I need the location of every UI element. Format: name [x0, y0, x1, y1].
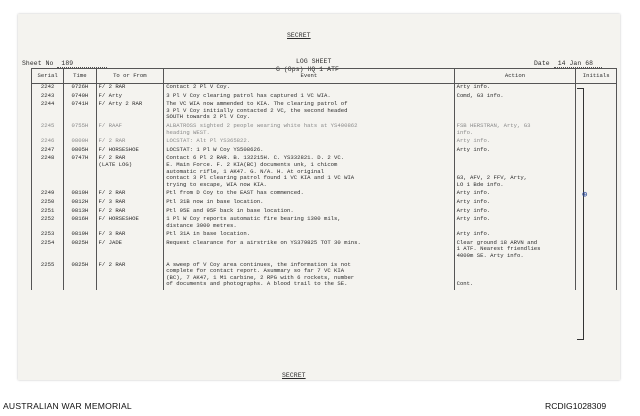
action-cell — [454, 275, 576, 282]
date-label: Date — [534, 60, 550, 67]
spacer-cell — [454, 288, 576, 290]
time-cell: 0755H — [64, 123, 96, 130]
to-from-cell — [96, 246, 164, 253]
event-cell: 3 Pl V Coy initially contacted 2 VC, the second headed — [164, 108, 454, 115]
log-entries — [32, 84, 617, 291]
column-header-initials: Initials — [576, 69, 617, 84]
table-row-continuation — [32, 175, 617, 182]
to-from-cell: F/ RAAF — [96, 123, 164, 130]
sheet-date — [534, 60, 602, 68]
table-row-continuation — [32, 114, 617, 121]
time-cell — [64, 223, 96, 230]
document-reference: RCDIG1028309 — [545, 401, 607, 411]
event-cell: 1 Pl W Coy reports automatic fire bearing 1300 mils, — [164, 216, 454, 223]
action-cell: Comd, G3 info. — [454, 93, 576, 100]
column-header-to-from: To or From — [96, 69, 164, 84]
serial-cell — [32, 108, 64, 115]
to-from-cell — [96, 268, 164, 275]
table-row — [32, 123, 617, 130]
serial-cell — [32, 281, 64, 288]
to-from-cell — [96, 182, 164, 189]
row-spacer — [32, 288, 617, 290]
action-cell: Arty info. — [454, 216, 576, 223]
event-cell: (BC), 7 AK47, 1 M1 carbine, 2 RPG with 6 rockets, number — [164, 275, 454, 282]
serial-cell — [32, 175, 64, 182]
action-cell — [454, 114, 576, 121]
event-cell — [164, 246, 454, 253]
table-row — [32, 199, 617, 206]
to-from-cell: (LATE LOG) — [96, 162, 164, 169]
event-cell: Contact 6 Pl 2 RAR. B. 132215H. C. YS332821. D. 2 VC. — [164, 155, 454, 162]
action-cell: Arty info. — [454, 199, 576, 206]
event-cell: The VC WIA now ammended to KIA. The clearing patrol of — [164, 101, 454, 108]
table-row — [32, 208, 617, 215]
time-cell — [64, 246, 96, 253]
to-from-cell — [96, 253, 164, 260]
serial-cell — [32, 130, 64, 137]
to-from-cell: F/ HORSESHOE — [96, 216, 164, 223]
time-cell: 0740H — [64, 93, 96, 100]
event-cell: distance 3000 metres. — [164, 223, 454, 230]
spacer-cell — [64, 288, 96, 290]
serial-cell: 2250 — [32, 199, 64, 206]
action-cell: Arty info. — [454, 190, 576, 197]
to-from-cell: F/ 2 RAR — [96, 155, 164, 162]
to-from-cell — [96, 175, 164, 182]
log-table — [31, 68, 617, 290]
event-cell: Contact 2 Pl V Coy. — [164, 84, 454, 91]
table-row-continuation — [32, 130, 617, 137]
column-header-serial: Serial — [32, 69, 64, 84]
time-cell: 0741H — [64, 101, 96, 108]
action-cell: Clear ground 18 ARVN and — [454, 240, 576, 247]
serial-cell: 2242 — [32, 84, 64, 91]
date-value: 14 Jan 68 — [554, 60, 602, 68]
time-cell — [64, 169, 96, 176]
event-cell: Ptl 31B now in base location. — [164, 199, 454, 206]
classification-bottom: SECRET — [282, 372, 306, 379]
serial-cell: 2253 — [32, 231, 64, 238]
event-cell: Ptl from D Coy to the EAST has commenced. — [164, 190, 454, 197]
to-from-cell: F/ Arty 2 RAR — [96, 101, 164, 108]
action-cell: Arty info. — [454, 231, 576, 238]
time-cell — [64, 275, 96, 282]
serial-cell — [32, 268, 64, 275]
time-cell: 0819H — [64, 231, 96, 238]
table-row — [32, 84, 617, 91]
action-cell — [454, 223, 576, 230]
serial-cell — [32, 114, 64, 121]
table-row — [32, 262, 617, 269]
action-cell — [454, 169, 576, 176]
serial-cell: 2246 — [32, 138, 64, 145]
event-cell: LOCSTAT: Alt Pl YS365822. — [164, 138, 454, 145]
sheet-number — [22, 60, 107, 68]
event-cell: LOCSTAT: 1 Pl W Coy YS508626. — [164, 147, 454, 154]
event-cell: SOUTH towards 2 Pl V Coy. — [164, 114, 454, 121]
serial-cell: 2252 — [32, 216, 64, 223]
serial-cell: 2244 — [32, 101, 64, 108]
table-row — [32, 231, 617, 238]
serial-cell — [32, 223, 64, 230]
table-row — [32, 93, 617, 100]
action-cell — [454, 262, 576, 269]
event-cell: Ptl 31A in base location. — [164, 231, 454, 238]
to-from-cell: F/ 2 RAR — [96, 190, 164, 197]
column-header-action: Action — [454, 69, 576, 84]
to-from-cell: F/ HORSESHOE — [96, 147, 164, 154]
serial-cell — [32, 253, 64, 260]
table-row-continuation — [32, 275, 617, 282]
table-row-continuation — [32, 223, 617, 230]
time-cell — [64, 281, 96, 288]
to-from-cell: F/ 2 RAR — [96, 138, 164, 145]
table-header-row — [32, 69, 617, 84]
action-cell — [454, 162, 576, 169]
table-row-continuation — [32, 182, 617, 189]
time-cell — [64, 268, 96, 275]
to-from-cell — [96, 223, 164, 230]
time-cell — [64, 114, 96, 121]
serial-cell: 2248 — [32, 155, 64, 162]
action-cell: 4000m SE. Arty info. — [454, 253, 576, 260]
action-cell: info. — [454, 130, 576, 137]
time-cell: 0747H — [64, 155, 96, 162]
action-cell: Arty info. — [454, 84, 576, 91]
table-row-continuation — [32, 169, 617, 176]
action-cell: 1 ATF. Nearest friendlies — [454, 246, 576, 253]
event-cell: 3 Pl V Coy clearing patrol has captured 1 VC WIA. — [164, 93, 454, 100]
event-cell: A sweep of V Coy area continues, the information is not — [164, 262, 454, 269]
serial-cell — [32, 169, 64, 176]
time-cell — [64, 130, 96, 137]
action-cell: FSB HERSTRAN, Arty, G3 — [454, 123, 576, 130]
action-cell: Arty info. — [454, 138, 576, 145]
table-row-continuation — [32, 162, 617, 169]
time-cell: 0810H — [64, 190, 96, 197]
event-cell: complete for contact report. Asummary so far 7 VC KIA — [164, 268, 454, 275]
action-cell — [454, 101, 576, 108]
institution-credit: AUSTRALIAN WAR MEMORIAL — [3, 401, 132, 411]
table-row-continuation — [32, 281, 617, 288]
table-row-continuation — [32, 253, 617, 260]
event-cell — [164, 253, 454, 260]
to-from-cell — [96, 281, 164, 288]
table-row — [32, 138, 617, 145]
time-cell — [64, 175, 96, 182]
to-from-cell: F/ JADE — [96, 240, 164, 247]
to-from-cell — [96, 275, 164, 282]
serial-cell: 2249 — [32, 190, 64, 197]
time-cell — [64, 253, 96, 260]
serial-cell — [32, 246, 64, 253]
classification-top: SECRET — [287, 32, 311, 39]
to-from-cell — [96, 130, 164, 137]
to-from-cell — [96, 108, 164, 115]
action-cell: Arty info. — [454, 208, 576, 215]
time-cell: 0816H — [64, 216, 96, 223]
table-row-continuation — [32, 108, 617, 115]
action-cell: Arty info. — [454, 147, 576, 154]
event-cell: contact 3 Pl clearing patrol found 1 VC KIA and 1 VC WIA — [164, 175, 454, 182]
serial-cell: 2251 — [32, 208, 64, 215]
table-row — [32, 101, 617, 108]
table-row — [32, 216, 617, 223]
action-cell — [454, 108, 576, 115]
column-header-time: Time — [64, 69, 96, 84]
action-cell — [454, 155, 576, 162]
time-cell: 0825H — [64, 240, 96, 247]
table-row — [32, 147, 617, 154]
sheet-number-value: 189 — [57, 60, 107, 68]
to-from-cell: F/ 2 RAR — [96, 208, 164, 215]
time-cell — [64, 182, 96, 189]
table-row-continuation — [32, 268, 617, 275]
action-cell: Cont. — [454, 281, 576, 288]
event-cell: Ptl 95E and 95F back in base location. — [164, 208, 454, 215]
time-cell — [64, 162, 96, 169]
table-row — [32, 240, 617, 247]
initials-bracket-mark — [577, 88, 584, 340]
serial-cell: 2247 — [32, 147, 64, 154]
time-cell: 0812H — [64, 199, 96, 206]
event-cell: ALBATROSS sighted 2 people wearing white hats at YS400862 — [164, 123, 454, 130]
time-cell: 0813H — [64, 208, 96, 215]
time-cell: 0726H — [64, 84, 96, 91]
action-cell: LO 1 Bde info. — [454, 182, 576, 189]
to-from-cell: F/ 2 RAR — [96, 262, 164, 269]
to-from-cell — [96, 169, 164, 176]
to-from-cell — [96, 114, 164, 121]
serial-cell: 2254 — [32, 240, 64, 247]
event-cell: trying to escape, WIA now KIA. — [164, 182, 454, 189]
table-row — [32, 190, 617, 197]
to-from-cell: F/ Arty — [96, 93, 164, 100]
event-cell: Request clearance for a airstrike on YS379825 TOT 30 mins. — [164, 240, 454, 247]
sheet-number-label: Sheet No — [22, 60, 54, 67]
serial-cell — [32, 162, 64, 169]
action-cell — [454, 268, 576, 275]
event-cell: heading WEST. — [164, 130, 454, 137]
to-from-cell: F/ 2 RAR — [96, 84, 164, 91]
to-from-cell: F/ 3 RAR — [96, 199, 164, 206]
page-title: LOG SHEET — [296, 58, 332, 65]
serial-cell — [32, 275, 64, 282]
spacer-cell — [96, 288, 164, 290]
table-row — [32, 155, 617, 162]
column-header-event: Event — [164, 69, 454, 84]
action-cell: G3, AFV, 2 FFV, Arty, — [454, 175, 576, 182]
spacer-cell — [32, 288, 64, 290]
serial-cell: 2243 — [32, 93, 64, 100]
serial-cell — [32, 182, 64, 189]
time-cell: 0800H — [64, 138, 96, 145]
table-row-continuation — [32, 246, 617, 253]
unit-name: G (Ops) HQ 1 ATF — [276, 66, 339, 73]
spacer-cell — [164, 288, 454, 290]
pen-mark-icon: ⊕ — [582, 190, 588, 200]
to-from-cell: F/ 3 RAR — [96, 231, 164, 238]
event-cell: automatic rifle, 1 AK47. G. N/A. H. At original — [164, 169, 454, 176]
serial-cell: 2245 — [32, 123, 64, 130]
time-cell — [64, 108, 96, 115]
time-cell: 0825H — [64, 262, 96, 269]
event-cell: E. Main Force. F. 2 KIA(BC) documents unk, 1 chicom — [164, 162, 454, 169]
serial-cell: 2255 — [32, 262, 64, 269]
event-cell: of documents and photographs. A blood trail to the SE. — [164, 281, 454, 288]
time-cell: 0805H — [64, 147, 96, 154]
